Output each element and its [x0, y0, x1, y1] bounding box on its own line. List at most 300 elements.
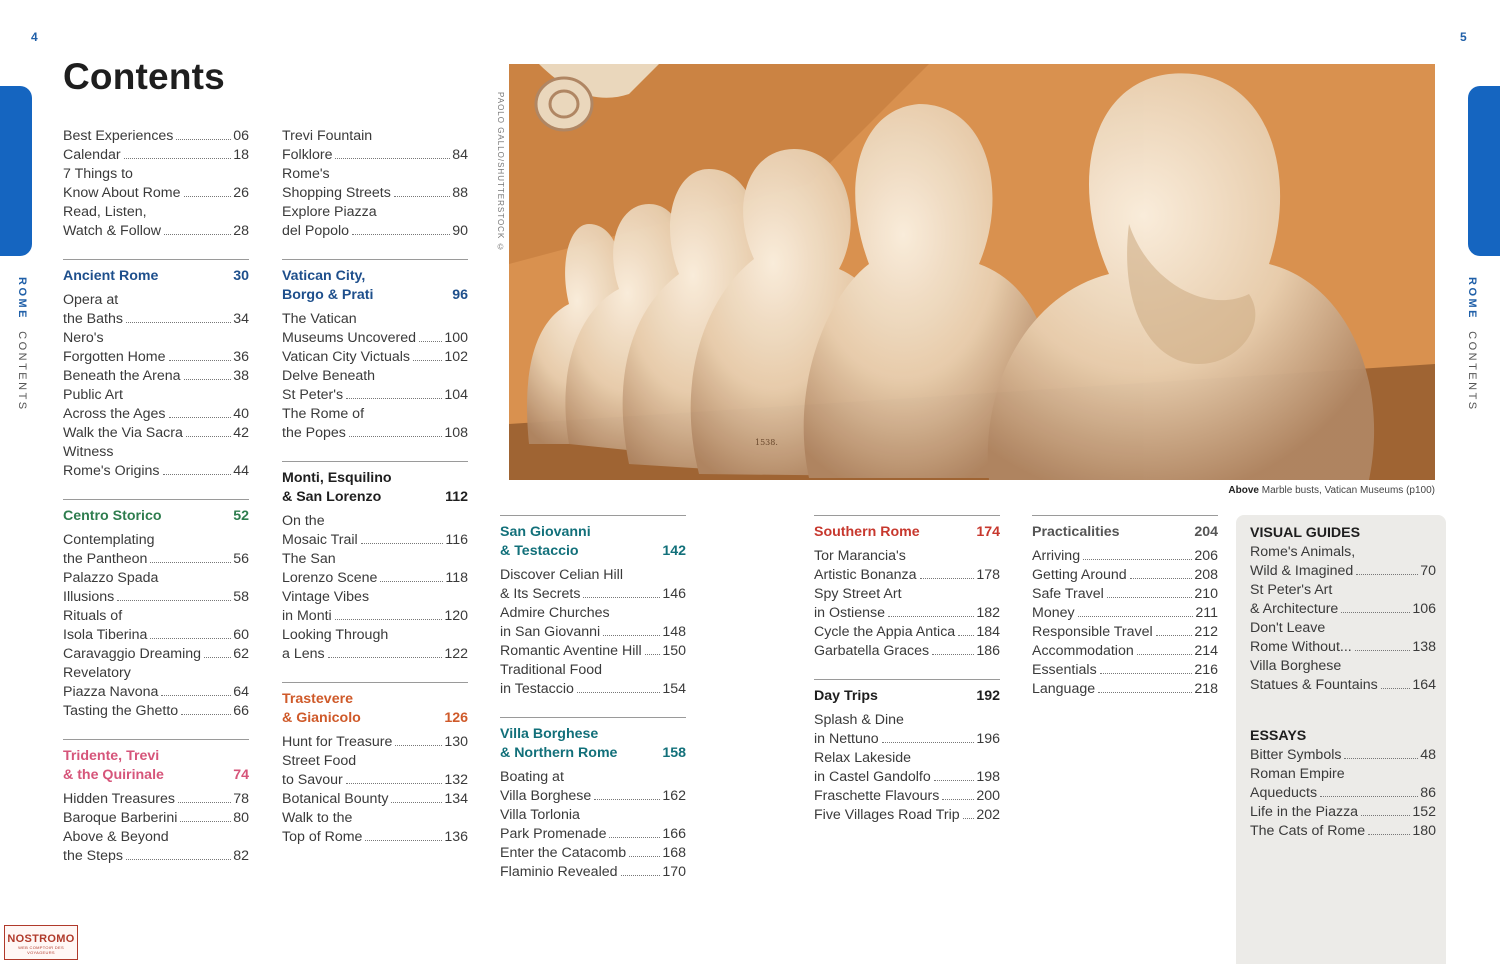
toc-entry-line: Romantic Aventine Hill — [500, 643, 642, 659]
section-heading — [282, 690, 468, 728]
toc-entry[interactable] — [282, 203, 468, 241]
section-title-line: San Giovanni — [500, 524, 591, 540]
toc-entry-line: Watch & Follow — [63, 223, 162, 239]
toc-entry-line: Traditional Food — [500, 662, 602, 678]
toc-entry-page: 212 — [1194, 624, 1218, 640]
section-title: ESSAYS — [1250, 728, 1307, 744]
toc-entry-line: Villa Borghese — [500, 788, 592, 804]
toc-section-practicalities — [1032, 515, 1218, 699]
toc-entry-page: 18 — [233, 147, 249, 163]
section-title-line: Villa Borghese — [500, 726, 599, 742]
toc-entry-line: Isola Tiberina — [63, 627, 148, 643]
section-title-line: Monti, Esquilino — [282, 470, 392, 486]
section-title — [1032, 523, 1194, 542]
toc-entry-line: Across the Ages — [63, 406, 166, 422]
toc-entry-line: Fraschette Flavours — [814, 788, 940, 804]
toc-entry-line: Money — [1032, 605, 1075, 621]
toc-col2-top — [282, 127, 468, 241]
toc-entry-line: Rituals of — [63, 608, 123, 624]
toc-entry[interactable] — [282, 165, 468, 203]
dot-leader — [328, 657, 443, 658]
toc-entry[interactable] — [1032, 661, 1218, 680]
toc-entry[interactable] — [63, 127, 249, 146]
toc-entry-page: 162 — [662, 788, 686, 804]
dot-leader — [1107, 597, 1193, 598]
toc-entry-line: Discover Celian Hill — [500, 567, 623, 583]
toc-entry-line: Rome's — [282, 166, 330, 182]
toc-entry[interactable] — [1032, 623, 1218, 642]
toc-entry-line: Park Promenade — [500, 826, 607, 842]
section-tab-left — [0, 86, 32, 256]
dot-leader — [395, 745, 442, 746]
toc-entry[interactable] — [63, 569, 249, 607]
dot-leader — [645, 654, 661, 655]
toc-entry[interactable] — [1250, 581, 1436, 619]
section-page: 174 — [976, 524, 1000, 540]
dot-leader — [888, 616, 974, 617]
section-title-line: Southern Rome — [814, 524, 920, 540]
toc-entry-line: Tor Marancia's — [814, 548, 906, 564]
toc-entry-page: 60 — [233, 627, 249, 643]
toc-entry-page: 148 — [662, 624, 686, 640]
toc-entry-page: 208 — [1194, 567, 1218, 583]
toc-entry-page: 154 — [662, 681, 686, 697]
toc-entry-line: Artistic Bonanza — [814, 567, 917, 583]
toc-entry[interactable] — [1250, 619, 1436, 657]
toc-entry-page: 58 — [233, 589, 249, 605]
section-heading — [500, 725, 686, 763]
toc-entry-line: Walk the Via Sacra — [63, 425, 183, 441]
toc-entry[interactable] — [282, 348, 468, 367]
marble-busts-photo — [509, 64, 1435, 480]
toc-entry-page: 132 — [444, 772, 468, 788]
dot-leader — [577, 692, 660, 693]
toc-entry[interactable] — [63, 386, 249, 424]
toc-entry-page: 216 — [1194, 662, 1218, 678]
toc-entry-page: 44 — [233, 463, 249, 479]
toc-entry-page: 102 — [444, 349, 468, 365]
toc-entry-line: Street Food — [282, 753, 357, 769]
toc-entry-line: to Savour — [282, 772, 343, 788]
section-title-line: Day Trips — [814, 688, 878, 704]
toc-entry[interactable] — [1032, 585, 1218, 604]
dot-leader — [932, 654, 974, 655]
section-title-line: & Gianicolo — [282, 710, 361, 726]
toc-entry-page: 166 — [662, 826, 686, 842]
toc-entry-line: in Castel Gandolfo — [814, 769, 931, 785]
dot-leader — [882, 742, 975, 743]
photo-caption — [1228, 485, 1435, 496]
section-page: 30 — [233, 268, 249, 284]
toc-entry[interactable] — [1250, 765, 1436, 803]
toc-entry-page: 84 — [452, 147, 468, 163]
toc-entry[interactable] — [63, 809, 249, 828]
toc-entry-line: Accommodation — [1032, 643, 1134, 659]
toc-entry-line: The Cats of Rome — [1250, 823, 1366, 839]
toc-entry[interactable] — [814, 623, 1000, 642]
toc-entry[interactable] — [63, 165, 249, 203]
section-heading — [282, 469, 468, 507]
side-label-left-rome: ROME — [16, 277, 28, 320]
toc-entry-line: Opera at — [63, 292, 119, 308]
toc-entry[interactable] — [814, 585, 1000, 623]
toc-entry[interactable] — [282, 310, 468, 348]
dot-leader — [1320, 796, 1418, 797]
section-title-line: & the Quirinale — [63, 767, 164, 783]
toc-entry-line: Forgotten Home — [63, 349, 166, 365]
section-page: 126 — [444, 710, 468, 726]
toc-entry-line: Boating at — [500, 769, 564, 785]
section-page: 96 — [452, 287, 468, 303]
toc-entry[interactable] — [63, 443, 249, 481]
toc-entry[interactable] — [814, 711, 1000, 749]
section-tab-right — [1468, 86, 1500, 256]
toc-entry-page: 186 — [976, 643, 1000, 659]
dot-leader — [178, 802, 231, 803]
toc-entry-page: 146 — [662, 586, 686, 602]
section-title-line: & Northern Rome — [500, 745, 618, 761]
toc-entry[interactable] — [1032, 547, 1218, 566]
toc-entry[interactable] — [282, 588, 468, 626]
side-label-right-rome: ROME — [1466, 277, 1478, 320]
toc-entry-line: Palazzo Spada — [63, 570, 159, 586]
toc-entry-page: 88 — [452, 185, 468, 201]
toc-entry-page: 164 — [1412, 677, 1436, 693]
section-heading — [282, 267, 468, 305]
toc-entry-line: in Testaccio — [500, 681, 574, 697]
toc-entry-page: 66 — [233, 703, 249, 719]
toc-entry[interactable] — [500, 566, 686, 604]
dot-leader — [1341, 612, 1410, 613]
section-items — [282, 512, 468, 664]
toc-entry-line: 7 Things to — [63, 166, 133, 182]
toc-entry[interactable] — [63, 203, 249, 241]
toc-entry[interactable] — [63, 291, 249, 329]
toc-entry-line: St Peter's — [282, 387, 344, 403]
toc-entry[interactable] — [500, 844, 686, 863]
toc-entry[interactable] — [282, 752, 468, 790]
toc-entry-line: Rome Without... — [1250, 639, 1352, 655]
side-label-right-contents: CONTENTS — [1466, 331, 1478, 412]
toc-entry[interactable] — [814, 547, 1000, 585]
toc-entry-page: 210 — [1194, 586, 1218, 602]
toc-entry-page: 168 — [662, 845, 686, 861]
side-label-right — [1466, 277, 1478, 412]
dot-leader — [346, 398, 442, 399]
toc-entry[interactable] — [500, 661, 686, 699]
toc-entry[interactable] — [1250, 822, 1436, 841]
toc-column-2 — [282, 127, 468, 865]
section-title-line: Tridente, Trevi — [63, 748, 160, 764]
section-page: 74 — [233, 767, 249, 783]
dot-leader — [380, 581, 443, 582]
toc-entry-line: Vatican City Victuals — [282, 349, 411, 365]
toc-entry-page: 28 — [233, 223, 249, 239]
toc-entry-line: On the — [282, 513, 325, 529]
toc-entry[interactable] — [282, 127, 468, 165]
toc-entry-line: Best Experiences — [63, 128, 174, 144]
toc-entry[interactable] — [63, 607, 249, 645]
dot-leader — [603, 635, 660, 636]
toc-entry[interactable] — [63, 664, 249, 702]
dot-leader — [176, 139, 231, 140]
toc-entry-line: Top of Rome — [282, 829, 363, 845]
toc-section-centro-storico — [63, 499, 249, 721]
toc-entry-line: Above & Beyond — [63, 829, 169, 845]
toc-entry-line: Witness — [63, 444, 114, 460]
section-title — [814, 687, 976, 706]
toc-entry[interactable] — [1032, 642, 1218, 661]
dot-leader — [352, 234, 450, 235]
toc-entry-line: Statues & Fountains — [1250, 677, 1378, 693]
toc-entry-line: Rome's Animals, — [1250, 544, 1356, 560]
toc-column-6 — [1250, 524, 1436, 859]
toc-entry-line: in Nettuno — [814, 731, 879, 747]
section-items — [282, 733, 468, 847]
section-heading — [500, 523, 686, 561]
section-heading — [63, 507, 249, 526]
toc-entry-page: 06 — [233, 128, 249, 144]
toc-entry-line: Looking Through — [282, 627, 389, 643]
dot-leader — [169, 360, 232, 361]
toc-entry[interactable] — [63, 828, 249, 866]
toc-section-essays — [1250, 727, 1436, 841]
toc-entry-page: 200 — [976, 788, 1000, 804]
toc-entry-page: 152 — [1412, 804, 1436, 820]
toc-entry-page: 70 — [1420, 563, 1436, 579]
toc-entry-line: Relax Lakeside — [814, 750, 912, 766]
toc-entry-line: Arriving — [1032, 548, 1081, 564]
dot-leader — [186, 436, 231, 437]
toc-entry[interactable] — [814, 642, 1000, 661]
toc-entry-line: Walk to the — [282, 810, 353, 826]
section-title-line: Trastevere — [282, 691, 353, 707]
toc-entry-page: 42 — [233, 425, 249, 441]
section-heading — [814, 523, 1000, 542]
toc-entry[interactable] — [500, 768, 686, 806]
section-items — [1250, 543, 1436, 695]
toc-entry-line: Delve Beneath — [282, 368, 376, 384]
toc-entry-line: Life in the Piazza — [1250, 804, 1359, 820]
page-number-left: 4 — [31, 30, 38, 44]
dot-leader — [629, 856, 660, 857]
toc-entry[interactable] — [63, 367, 249, 386]
toc-entry[interactable] — [63, 424, 249, 443]
toc-entry-page: 116 — [445, 532, 468, 548]
toc-entry[interactable] — [63, 790, 249, 809]
toc-entry[interactable] — [500, 604, 686, 642]
dot-leader — [184, 196, 232, 197]
section-title-line: Practicalities — [1032, 524, 1120, 540]
section-title — [282, 267, 452, 305]
dot-leader — [361, 543, 444, 544]
toc-entry[interactable] — [1250, 803, 1436, 822]
toc-section-ancient-rome — [63, 259, 249, 481]
toc-column-3 — [500, 515, 686, 900]
toc-entry[interactable] — [282, 733, 468, 752]
dot-leader — [609, 837, 660, 838]
toc-entry[interactable] — [1250, 657, 1436, 695]
toc-entry-line: in Monti — [282, 608, 332, 624]
toc-entry-page: 34 — [233, 311, 249, 327]
dot-leader — [204, 657, 231, 658]
dot-leader — [942, 799, 974, 800]
section-page: 142 — [662, 543, 686, 559]
toc-entry-page: 100 — [444, 330, 468, 346]
toc-entry-page: 134 — [444, 791, 468, 807]
toc-entry-page: 106 — [1412, 601, 1436, 617]
toc-entry-page: 170 — [662, 864, 686, 880]
toc-column-4 — [814, 515, 1000, 843]
toc-entry-line: Shopping Streets — [282, 185, 391, 201]
section-items — [500, 768, 686, 882]
section-page: 112 — [445, 489, 468, 505]
toc-entry[interactable] — [282, 367, 468, 405]
toc-entry-page: 130 — [444, 734, 468, 750]
toc-entry-line: Mosaic Trail — [282, 532, 358, 548]
section-title: Centro Storico — [63, 508, 162, 524]
toc-section-day-trips — [814, 679, 1000, 825]
toc-entry-page: 82 — [233, 848, 249, 864]
toc-entry-page: 108 — [444, 425, 468, 441]
toc-entry-page: 138 — [1412, 639, 1436, 655]
toc-entry-page: 150 — [662, 643, 686, 659]
section-heading — [814, 687, 1000, 706]
dot-leader — [1381, 688, 1411, 689]
toc-entry-line: Flaminio Revealed — [500, 864, 618, 880]
section-items — [63, 291, 249, 481]
toc-entry[interactable] — [814, 806, 1000, 825]
toc-entry[interactable] — [63, 531, 249, 569]
toc-entry-page: 184 — [976, 624, 1000, 640]
bust-inscription: 1538. — [755, 438, 778, 447]
dot-leader — [150, 562, 231, 563]
toc-entry[interactable] — [1250, 746, 1436, 765]
marble-busts-illustration — [509, 64, 1435, 480]
toc-entry-line: Enter the Catacomb — [500, 845, 627, 861]
toc-entry[interactable] — [282, 626, 468, 664]
toc-entry[interactable] — [1032, 604, 1218, 623]
dot-leader — [583, 597, 660, 598]
toc-section-vatican — [282, 259, 468, 443]
toc-entry-line: Folklore — [282, 147, 333, 163]
page-title: Contents — [63, 56, 225, 97]
toc-entry[interactable] — [63, 702, 249, 721]
toc-entry[interactable] — [63, 645, 249, 664]
toc-entry-line: Getting Around — [1032, 567, 1127, 583]
section-title-line: & Testaccio — [500, 543, 579, 559]
section-page: 192 — [976, 688, 1000, 704]
toc-entry-line: Cycle the Appia Antica — [814, 624, 956, 640]
section-heading — [1250, 524, 1436, 543]
dot-leader — [920, 578, 975, 579]
dot-leader — [394, 196, 450, 197]
toc-entry-line: Contemplating — [63, 532, 155, 548]
toc-entry-line: Aqueducts — [1250, 785, 1318, 801]
toc-entry-line: The San — [282, 551, 336, 567]
page-number-right: 5 — [1460, 30, 1467, 44]
dot-leader — [117, 600, 231, 601]
toc-entry-line: del Popolo — [282, 223, 350, 239]
dot-leader — [1130, 578, 1193, 579]
section-title-line: Vatican City, — [282, 268, 366, 284]
toc-entry[interactable] — [282, 550, 468, 588]
toc-entry-line: in San Giovanni — [500, 624, 601, 640]
section-title — [282, 469, 445, 507]
photo-credit: PAOLO GALLO/SHUTTERSTOCK © — [496, 92, 505, 253]
toc-entry[interactable] — [500, 806, 686, 844]
toc-entry-page: 48 — [1420, 747, 1436, 763]
toc-entry-line: the Pantheon — [63, 551, 148, 567]
toc-section-tridente — [63, 739, 249, 866]
dot-leader — [1344, 758, 1418, 759]
toc-entry-line: Botanical Bounty — [282, 791, 389, 807]
toc-entry[interactable] — [1032, 680, 1218, 699]
toc-entry[interactable] — [282, 512, 468, 550]
section-items — [63, 531, 249, 721]
toc-entry[interactable] — [814, 749, 1000, 787]
caption-text: Marble busts, Vatican Museums (p100) — [1258, 485, 1435, 496]
toc-entry-line: The Vatican — [282, 311, 357, 327]
dot-leader — [934, 780, 975, 781]
toc-entry-line: Calendar — [63, 147, 121, 163]
section-title — [500, 725, 662, 763]
section-heading — [63, 267, 249, 286]
section-items — [282, 310, 468, 443]
toc-entry-page: 90 — [452, 223, 468, 239]
toc-entry-line: & Architecture — [1250, 601, 1339, 617]
toc-entry[interactable] — [814, 787, 1000, 806]
dot-leader — [1083, 559, 1192, 560]
dot-leader — [419, 341, 442, 342]
toc-entry[interactable] — [500, 642, 686, 661]
toc-entry-line: Bitter Symbols — [1250, 747, 1342, 763]
dot-leader — [1361, 815, 1410, 816]
toc-entry-line: Baroque Barberini — [63, 810, 178, 826]
toc-entry-page: 56 — [233, 551, 249, 567]
toc-entry[interactable] — [1250, 543, 1436, 581]
dot-leader — [124, 158, 232, 159]
toc-entry[interactable] — [63, 146, 249, 165]
toc-entry-line: Caravaggio Dreaming — [63, 646, 202, 662]
toc-entry[interactable] — [500, 863, 686, 882]
toc-entry-line: Know About Rome — [63, 185, 181, 201]
dot-leader — [1368, 834, 1410, 835]
toc-entry-line: & Its Secrets — [500, 586, 581, 602]
toc-entry[interactable] — [282, 790, 468, 809]
toc-entry-line: Admire Churches — [500, 605, 610, 621]
section-title-line: & San Lorenzo — [282, 489, 382, 505]
toc-entry[interactable] — [282, 809, 468, 847]
dot-leader — [163, 474, 232, 475]
toc-entry-line: Illusions — [63, 589, 115, 605]
dot-leader — [161, 695, 231, 696]
dot-leader — [335, 158, 450, 159]
toc-entry-line: in Ostiense — [814, 605, 885, 621]
toc-entry-page: 104 — [444, 387, 468, 403]
toc-entry[interactable] — [63, 329, 249, 367]
toc-entry[interactable] — [1032, 566, 1218, 585]
dot-leader — [1355, 650, 1411, 651]
section-heading — [63, 747, 249, 785]
toc-entry-page: 182 — [976, 605, 1000, 621]
toc-entry-page: 196 — [976, 731, 1000, 747]
toc-entry-line: Trevi Fountain — [282, 128, 373, 144]
toc-section-villa-borghese — [500, 717, 686, 882]
toc-entry[interactable] — [282, 405, 468, 443]
section-title — [814, 523, 976, 542]
dot-leader — [1156, 635, 1193, 636]
